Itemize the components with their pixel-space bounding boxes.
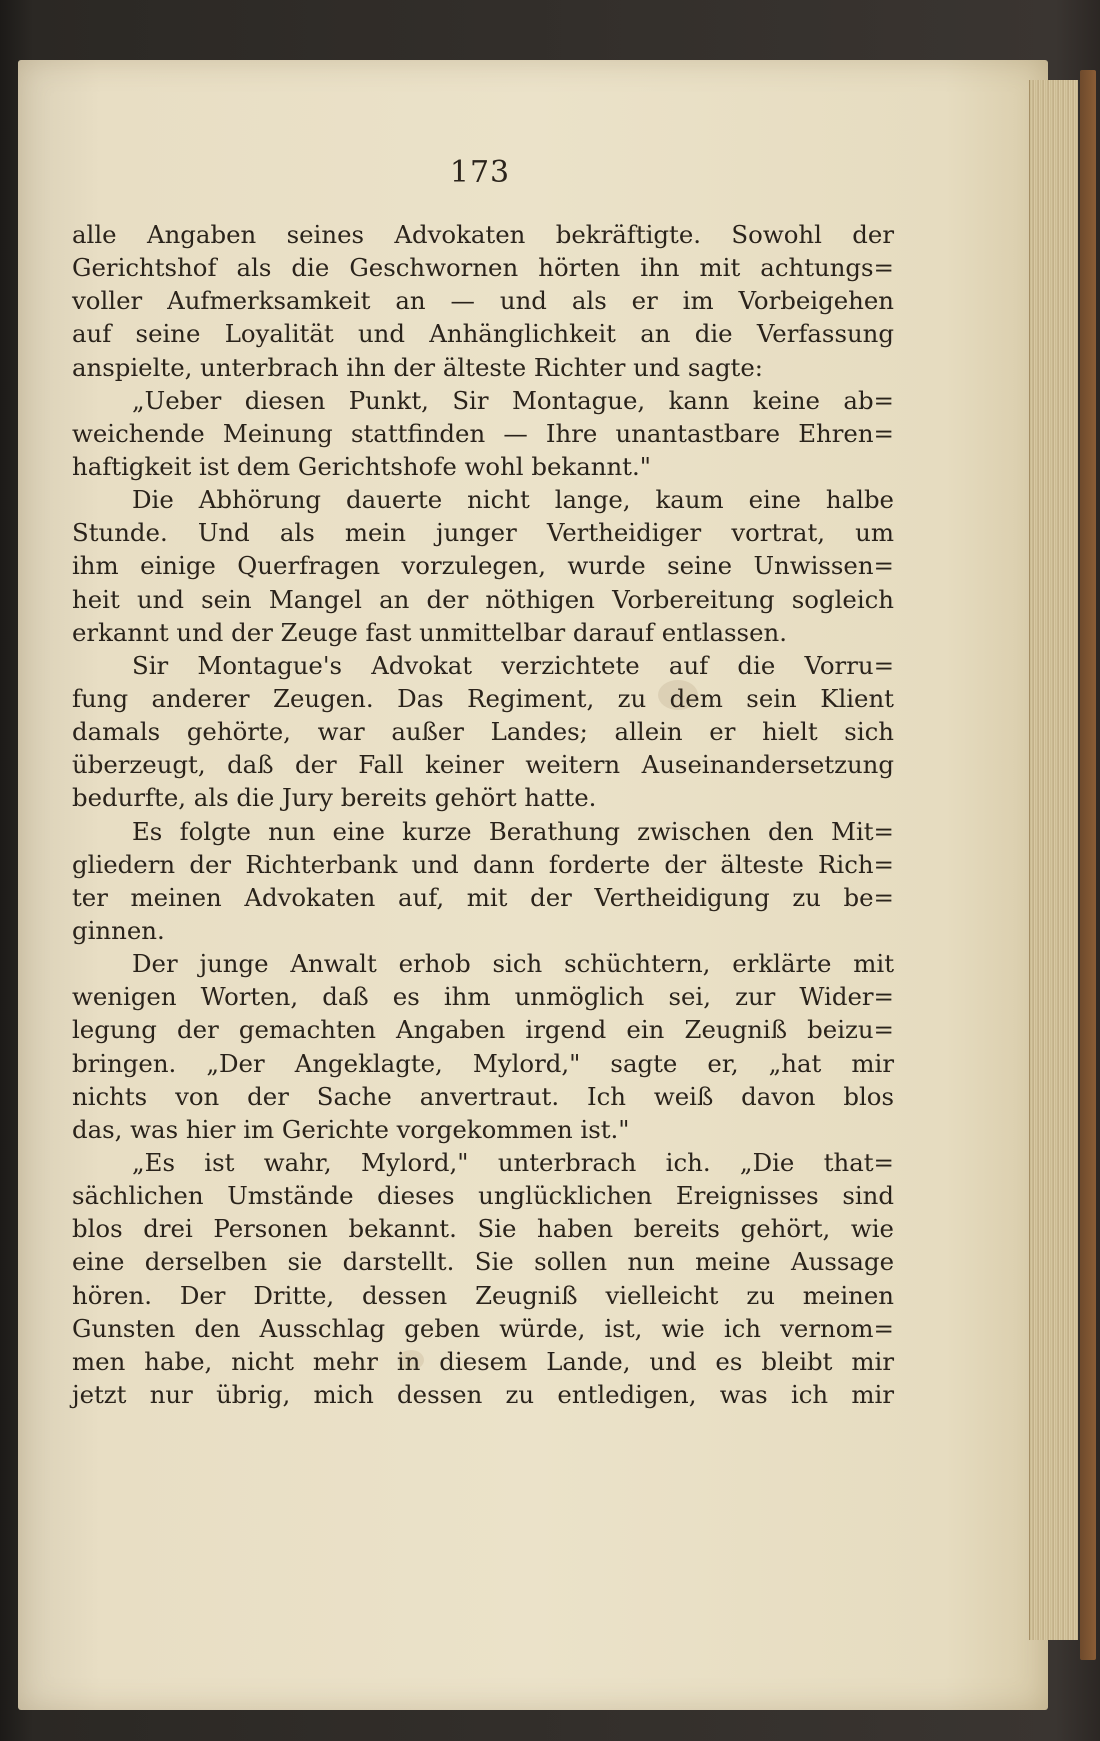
text-line: Gunsten den Ausschlag geben würde, ist, wie ich vernom=	[72, 1313, 894, 1343]
text-line: men habe, nicht mehr in diesem Lande, und es bleibt mir	[72, 1346, 894, 1376]
text-line: legung der gemachten Angaben irgend ein Zeugniß beizu=	[72, 1015, 894, 1045]
text-line: wenigen Worten, daß es ihm unmöglich sei, zur Wider=	[72, 982, 894, 1012]
text-line: „Ueber diesen Punkt, Sir Montague, kann keine ab=	[132, 385, 894, 415]
text-line: voller Aufmerksamkeit an — und als er im Vorbeigehen	[72, 286, 894, 316]
text-line: nichts von der Sache anvertraut. Ich weiß davon blos	[72, 1081, 894, 1111]
text-line: auf seine Loyalität und Anhänglichkeit an die Verfassung	[72, 319, 894, 349]
text-line: Stunde. Und als mein junger Vertheidiger vortrat, um	[72, 518, 894, 548]
text-line: Die Abhörung dauerte nicht lange, kaum eine halbe	[132, 485, 894, 515]
text-line: damals gehörte, war außer Landes; allein er hielt sich	[72, 717, 894, 747]
text-line: alle Angaben seines Advokaten bekräftigte. Sowohl der	[72, 220, 894, 249]
body-text	[72, 218, 894, 1411]
text-line: sächlichen Umstände dieses unglücklichen Ereignisses sind	[72, 1181, 894, 1211]
text-line: Gerichtshof als die Geschwornen hörten ihn mit achtungs=	[72, 253, 894, 283]
text-line: eine derselben sie darstellt. Sie sollen nun meine Aussage	[72, 1247, 894, 1277]
text-line: Der junge Anwalt erhob sich schüchtern, erklärte mit	[132, 949, 894, 979]
text-line: das, was hier im Gerichte vorgekommen ist."	[72, 1114, 630, 1144]
text-line: bedurfte, als die Jury bereits gehört hatte.	[72, 783, 597, 813]
text-line: jetzt nur übrig, mich dessen zu entledigen, was ich mir	[72, 1379, 894, 1409]
text-line: erkannt und der Zeuge fast unmittelbar darauf entlassen.	[72, 617, 787, 647]
text-line: „Es ist wahr, Mylord," unterbrach ich. „Die that=	[132, 1147, 894, 1177]
text-line: ginnen.	[72, 915, 165, 945]
text-line: anspielte, unterbrach ihn der älteste Richter und sagte:	[72, 352, 764, 382]
text-line: heit und sein Mangel an der nöthigen Vorbereitung sogleich	[72, 584, 894, 614]
text-line: hören. Der Dritte, dessen Zeugniß vielleicht zu meinen	[72, 1280, 894, 1310]
text-line: bringen. „Der Angeklagte, Mylord," sagte er, „hat mir	[72, 1048, 894, 1078]
text-line: fung anderer Zeugen. Das Regiment, zu dem sein Klient	[72, 683, 894, 713]
text-line: haftigkeit ist dem Gerichtshofe wohl bekannt."	[72, 451, 651, 481]
text-line: Es folgte nun eine kurze Berathung zwischen den Mit=	[132, 816, 894, 846]
text-line: überzeugt, daß der Fall keiner weitern Auseinandersetzung	[72, 750, 894, 780]
text-line: weichende Meinung stattfinden — Ihre unantastbare Ehren=	[72, 418, 894, 448]
page-edges	[1029, 80, 1078, 1640]
text-line: gliedern der Richterbank und dann forderte der älteste Rich=	[72, 849, 894, 879]
text-line: ter meinen Advokaten auf, mit der Vertheidigung zu be=	[72, 882, 894, 912]
text-line: ihm einige Querfragen vorzulegen, wurde seine Unwissen=	[72, 551, 894, 581]
text-line: blos drei Personen bekannt. Sie haben bereits gehört, wie	[72, 1214, 894, 1244]
page-number: 173	[449, 155, 511, 190]
text-line: Sir Montague's Advokat verzichtete auf die Vorru=	[132, 650, 894, 680]
